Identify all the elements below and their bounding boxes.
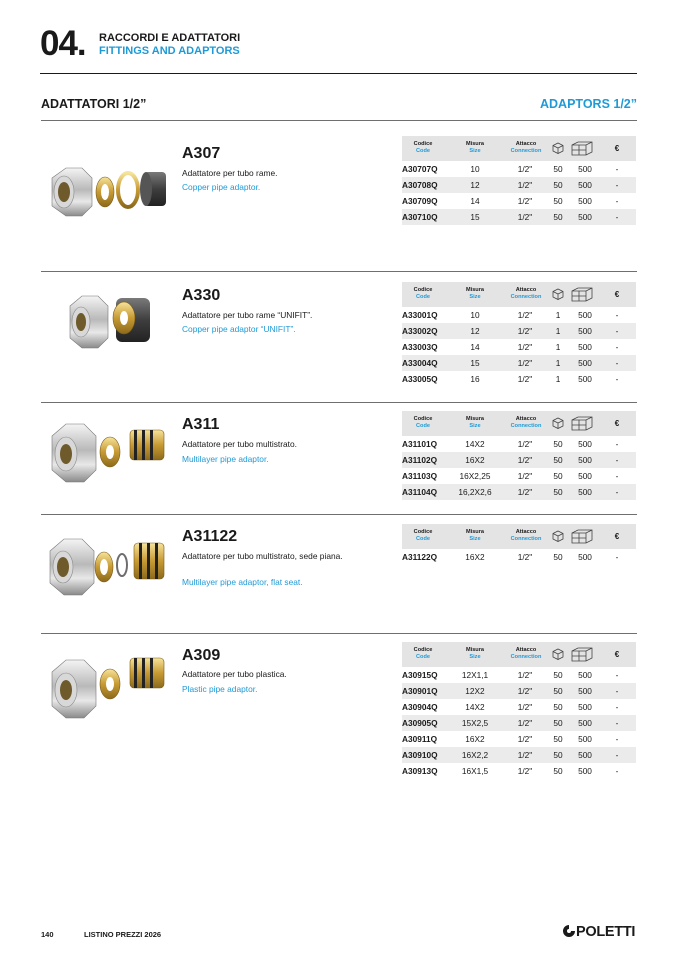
- chapter-title-en: FITTINGS AND ADAPTORS: [99, 45, 240, 57]
- product-table: [402, 524, 636, 565]
- product-description-it: Adattatore per tubo plastica.: [182, 669, 287, 679]
- table-row: A33001Q 10 1/2" 1 500 -: [402, 310, 619, 320]
- packaging-icon: [570, 528, 594, 544]
- packaging-icon: [570, 286, 594, 302]
- chapter-number: 04.: [40, 24, 86, 63]
- table-row: A30708Q 12 1/2" 50 500 -: [402, 177, 636, 193]
- product-description-en: Multilayer pipe adaptor.: [182, 454, 269, 464]
- packaging-icon: [570, 140, 594, 156]
- table-row: A30911Q 16X2 1/2" 50 500 -: [402, 734, 619, 744]
- product-table: [402, 136, 636, 225]
- section-divider: [41, 633, 637, 634]
- table-row: A33004Q 15 1/2" 1 500 -: [402, 355, 636, 371]
- col-connection: Attacco Connection: [510, 287, 542, 300]
- col-connection: Attacco Connection: [510, 416, 542, 429]
- product-description-en: Copper pipe adaptor “UNIFIT”.: [182, 324, 296, 334]
- product-table: [402, 642, 636, 779]
- col-code: Codice Code: [413, 287, 433, 300]
- product-code: A309: [182, 647, 221, 664]
- table-row: A30905Q 15X2,5 1/2" 50 500 -: [402, 715, 636, 731]
- col-price: €: [614, 650, 620, 659]
- product-image-a31122: [44, 527, 172, 607]
- table-row: A30915Q 12X1,1 1/2" 50 500 -: [402, 670, 619, 680]
- table-row: A30707Q 10 1/2" 50 500 -: [402, 164, 619, 174]
- product-description-en: Copper pipe adaptor.: [182, 182, 261, 192]
- col-size: Misura Size: [465, 529, 485, 542]
- section-divider: [41, 514, 637, 515]
- table-row: A30901Q 12X2 1/2" 50 500 -: [402, 683, 636, 699]
- product-image-a307: [44, 152, 172, 232]
- table-row: A33002Q 12 1/2" 1 500 -: [402, 323, 636, 339]
- table-header: [402, 642, 636, 667]
- col-code: Codice Code: [413, 141, 433, 154]
- product-table: [402, 411, 636, 500]
- logo-text: POLETTI: [576, 924, 636, 940]
- product-code: A311: [182, 416, 220, 433]
- header-rule: [40, 73, 637, 74]
- table-row: A31101Q 14X2 1/2" 50 500 -: [402, 439, 619, 449]
- col-code: Codice Code: [413, 529, 433, 542]
- table-header: [402, 411, 636, 436]
- packaging-icon: [570, 646, 594, 662]
- table-row: A31104Q 16,2X2,6 1/2" 50 500 -: [402, 484, 636, 500]
- table-header: [402, 136, 636, 161]
- section-divider: [41, 402, 637, 403]
- table-row: A30910Q 16X2,2 1/2" 50 500 -: [402, 747, 636, 763]
- page-number: 140: [41, 930, 54, 939]
- box-icon: [552, 648, 564, 660]
- product-description-it: Adattatore per tubo multistrato, sede piana.: [182, 551, 343, 561]
- box-icon: [552, 530, 564, 542]
- col-size: Misura Size: [465, 647, 485, 660]
- col-size: Misura Size: [465, 416, 485, 429]
- product-description-en: Plastic pipe adaptor.: [182, 684, 258, 694]
- logo-mark-icon: [562, 924, 576, 938]
- box-icon: [552, 288, 564, 300]
- col-price: €: [614, 144, 620, 153]
- product-code: A307: [182, 145, 221, 162]
- col-size: Misura Size: [465, 141, 485, 154]
- product-description-en: Multilayer pipe adaptor, flat seat.: [182, 577, 303, 587]
- product-image-a309: [44, 648, 172, 728]
- table-row: A33005Q 16 1/2" 1 500 -: [402, 374, 619, 384]
- table-row: A30904Q 14X2 1/2" 50 500 -: [402, 702, 619, 712]
- section-divider: [41, 271, 637, 272]
- col-size: Misura Size: [465, 287, 485, 300]
- table-row: A31102Q 16X2 1/2" 50 500 -: [402, 452, 636, 468]
- price-list-label: LISTINO PREZZI 2026: [84, 930, 162, 939]
- table-row: A30710Q 15 1/2" 50 500 -: [402, 209, 636, 225]
- col-price: €: [614, 532, 620, 541]
- packaging-icon: [570, 415, 594, 431]
- table-row: A31103Q 16X2,25 1/2" 50 500 -: [402, 471, 619, 481]
- product-code: A31122: [182, 528, 238, 545]
- section-title-it: ADATTATORI 1/2”: [41, 97, 147, 111]
- box-icon: [552, 417, 564, 429]
- col-code: Codice Code: [413, 647, 433, 660]
- poletti-logo: [562, 924, 635, 940]
- product-image-a311: [44, 412, 172, 492]
- chapter-title-it: RACCORDI E ADATTATORI: [99, 32, 241, 44]
- col-code: Codice Code: [413, 416, 433, 429]
- col-connection: Attacco Connection: [510, 647, 542, 660]
- table-row: A30913Q 16X1,5 1/2" 50 500 -: [402, 766, 619, 776]
- table-row: A30709Q 14 1/2" 50 500 -: [402, 196, 619, 206]
- product-image-a330: [44, 282, 172, 362]
- product-description-it: Adattatore per tubo rame “UNIFIT”.: [182, 310, 313, 320]
- box-icon: [552, 142, 564, 154]
- product-table: [402, 282, 636, 387]
- product-description-it: Adattatore per tubo rame.: [182, 168, 278, 178]
- section-title-en: ADAPTORS 1/2”: [539, 97, 637, 111]
- table-header: [402, 524, 636, 549]
- table-header: [402, 282, 636, 307]
- product-description-it: Adattatore per tubo multistrato.: [182, 439, 297, 449]
- col-price: €: [614, 290, 620, 299]
- col-connection: Attacco Connection: [510, 141, 542, 154]
- table-row: A31122Q 16X2 1/2" 50 500 -: [402, 552, 619, 562]
- col-connection: Attacco Connection: [510, 529, 542, 542]
- section-rule: [41, 120, 637, 121]
- col-price: €: [614, 419, 620, 428]
- table-row: A33003Q 14 1/2" 1 500 -: [402, 342, 619, 352]
- product-code: A330: [182, 287, 221, 304]
